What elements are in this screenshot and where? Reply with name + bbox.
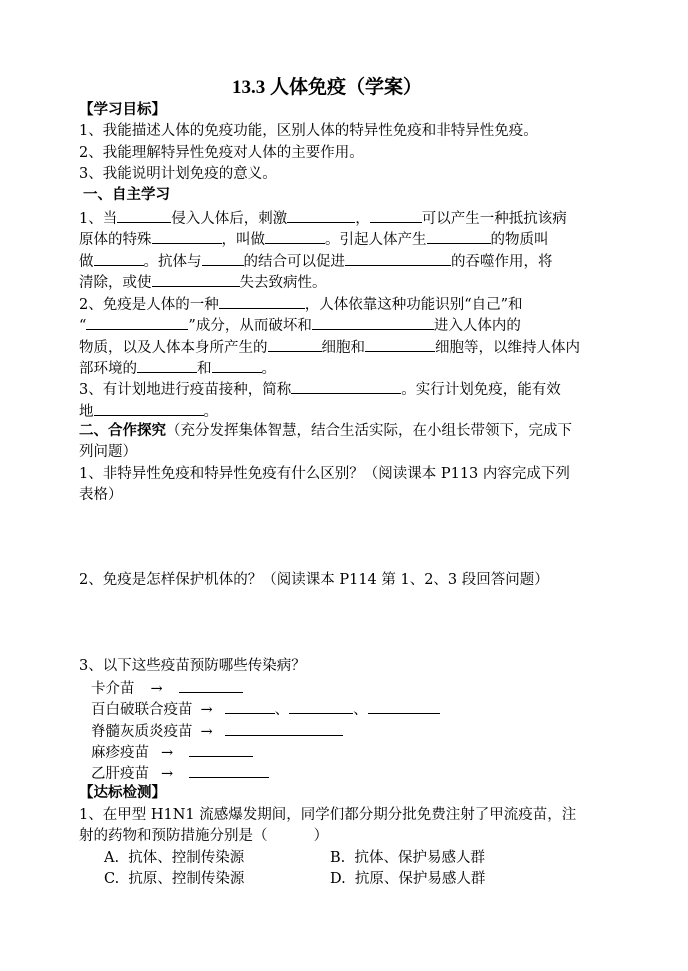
vaccine-name: 麻疹疫苗 bbox=[91, 745, 149, 761]
blank-field[interactable] bbox=[268, 336, 322, 352]
option-b[interactable]: B. 抗体、保护易感人群 bbox=[330, 850, 485, 866]
objective-item: 2、我能理解特异性免疫对人体的主要作用。 bbox=[79, 145, 364, 161]
vaccine-row bbox=[91, 741, 253, 763]
cooperation-line1: 二、合作探究（充分发挥集体智慧，结合生活实际，在小组长带领下，完成下 bbox=[79, 422, 572, 439]
vaccine-row: 百白破联合疫苗 → 、 、 bbox=[91, 698, 440, 720]
objective-item: 1、我能描述人体的免疫功能，区别人体的特异性免疫和非特异性免疫。 bbox=[79, 123, 538, 139]
coop-q1-line2: 表格） bbox=[79, 487, 123, 503]
blank-field[interactable] bbox=[152, 228, 222, 244]
option-d[interactable]: D. 抗原、保护易感人群 bbox=[330, 871, 486, 887]
blank-field[interactable] bbox=[225, 720, 343, 736]
blank-field[interactable] bbox=[287, 207, 355, 223]
coop-q1-line1: 1、非特异性免疫和特异性免疫有什么区别？（阅读课本 P113 内容完成下列 bbox=[79, 466, 570, 482]
blank-field[interactable] bbox=[117, 207, 171, 223]
vaccine-name: 卡介苗 bbox=[91, 681, 135, 697]
q2-line3: 物质，以及人体本身所产生的 细胞和 细胞等，以维持人体内 bbox=[79, 336, 610, 358]
blank-field[interactable] bbox=[212, 357, 262, 373]
objective-item: 3、我能说明计划免疫的意义。 bbox=[79, 166, 277, 182]
blank-field[interactable] bbox=[86, 314, 188, 330]
q3-line2: 地 。 bbox=[79, 400, 218, 422]
arrow-icon: → bbox=[200, 724, 213, 740]
coop-q3: 3、以下这些疫苗预防哪些传染病？ bbox=[79, 658, 306, 674]
page-title: 13.3 人体免疫（学案） bbox=[232, 77, 423, 98]
blank-field[interactable] bbox=[219, 293, 305, 309]
blank-field[interactable] bbox=[365, 336, 435, 352]
blank-field[interactable] bbox=[152, 271, 240, 287]
arrow-icon: → bbox=[200, 702, 213, 718]
test-q1-line1: 1、在甲型 H1N1 流感爆发期间，同学们都分期分批免费注射了甲流疫苗，注 bbox=[79, 807, 577, 823]
blank-field[interactable] bbox=[202, 250, 244, 266]
blank-field[interactable] bbox=[189, 741, 253, 757]
q2-line2: “ ”成分，从而破坏和 进入人体内的 bbox=[79, 314, 610, 336]
vaccine-name: 脊髓灰质炎疫苗 bbox=[91, 724, 193, 740]
q2-line1: 2、免疫是人体的一种 ，人体依靠这种功能识别“自己”和 bbox=[79, 293, 610, 315]
blank-field[interactable] bbox=[370, 207, 422, 223]
coop-q2: 2、免疫是怎样保护机体的？（阅读课本 P114 第 1、2、3 段回答问题） bbox=[79, 572, 549, 588]
arrow-icon: → bbox=[150, 681, 163, 697]
vaccine-row bbox=[91, 762, 269, 784]
option-a[interactable]: A. 抗体、控制传染源 bbox=[104, 850, 245, 866]
blank-field[interactable] bbox=[137, 357, 197, 373]
test-q1-line2: 射的药物和预防措施分别是（ ） bbox=[79, 828, 329, 844]
blank-field[interactable] bbox=[289, 698, 353, 714]
blank-field[interactable] bbox=[345, 250, 451, 266]
vaccine-name: 百白破联合疫苗 bbox=[91, 702, 193, 718]
q2-line4: 部环境的 和 。 bbox=[79, 357, 276, 379]
blank-field[interactable] bbox=[94, 400, 204, 416]
blank-field[interactable] bbox=[189, 762, 269, 778]
test-heading: 【达标检测】 bbox=[79, 784, 166, 801]
self-study-heading: 一、自主学习 bbox=[83, 186, 170, 203]
vaccine-row bbox=[91, 677, 243, 699]
blank-field[interactable] bbox=[94, 250, 144, 266]
blank-field[interactable] bbox=[225, 698, 275, 714]
cooperation-heading: 二、合作探究 bbox=[79, 422, 166, 439]
q1-line4: 清除，或使 失去致病性。 bbox=[79, 271, 327, 293]
cooperation-line2: 列问题） bbox=[79, 444, 137, 460]
arrow-icon: → bbox=[161, 745, 174, 761]
blank-field[interactable] bbox=[179, 677, 243, 693]
q3-line1: 3、有计划地进行疫苗接种，简称 。实行计划免疫，能有效 bbox=[79, 378, 610, 400]
q1-line1: 1、当 侵入人体后，刺激 ， 可以产生一种抵抗该病 bbox=[79, 207, 610, 229]
objectives-heading: 【学习目标】 bbox=[79, 101, 166, 118]
q1-line2: 原体的特殊 ，叫做 。引起人体产生 的物质叫 bbox=[79, 228, 610, 250]
blank-field[interactable] bbox=[368, 698, 440, 714]
option-c[interactable]: C. 抗原、控制传染源 bbox=[104, 871, 245, 887]
blank-field[interactable] bbox=[312, 314, 434, 330]
q1-line3: 做 。抗体与 的结合可以促进 的吞噬作用，将 bbox=[79, 250, 610, 272]
arrow-icon: → bbox=[161, 766, 174, 782]
blank-field[interactable] bbox=[291, 378, 401, 394]
blank-field[interactable] bbox=[265, 228, 325, 244]
vaccine-name: 乙肝疫苗 bbox=[91, 766, 149, 782]
blank-field[interactable] bbox=[427, 228, 491, 244]
vaccine-row bbox=[91, 720, 343, 742]
